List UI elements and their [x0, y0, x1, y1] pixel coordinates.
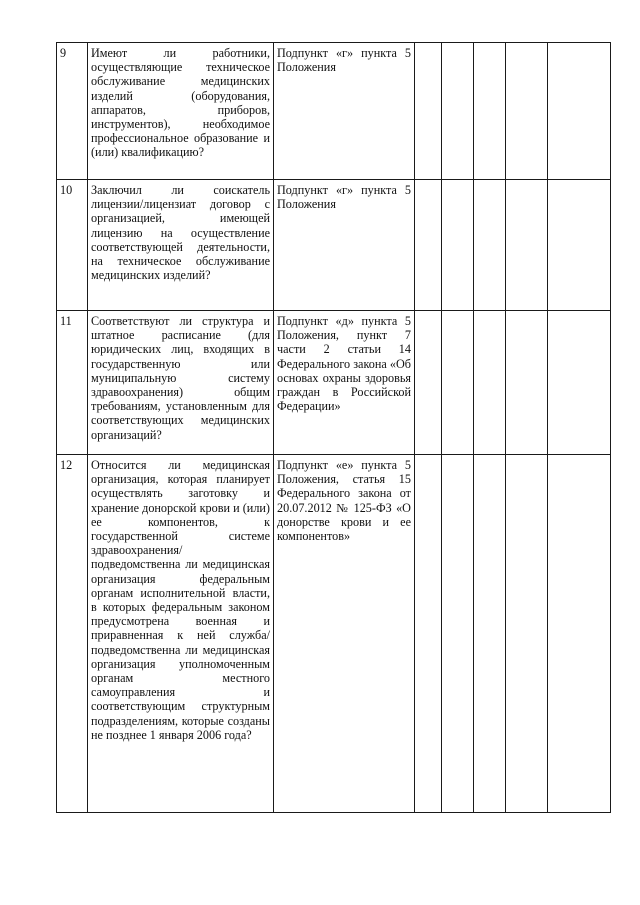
row-number: 10: [57, 180, 88, 311]
notes-cell: [548, 180, 611, 311]
question-cell: Заключил ли соискатель лицензии/лицензиат договор с организацией, имеющей лицензию на осуществление соответствующей деятельности, на техническое обслуживание медицинских изделий?: [88, 180, 274, 311]
notes-cell: [548, 455, 611, 813]
reference-cell: Подпункт «д» пункта 5 Положения, пункт 7 части 2 статьи 14 Федерального закона «Об основах охраны здоровья граждан в Российской Федерации»: [274, 311, 415, 455]
notes-cell: [548, 43, 611, 180]
answer-cell-na: [474, 180, 506, 311]
answer-cell-extra: [506, 455, 548, 813]
reference-cell: Подпункт «е» пункта 5 Положения, статья 15 Федерального закона от 20.07.2012 № 125-ФЗ «О донорстве крови и ее компонентов»: [274, 455, 415, 813]
answer-cell-yes: [415, 455, 442, 813]
answer-cell-extra: [506, 311, 548, 455]
answer-cell-no: [442, 43, 474, 180]
answer-cell-extra: [506, 180, 548, 311]
question-cell: Соответствуют ли структура и штатное расписание (для юридических лиц, входящих в государственную или муниципальную систему здравоохранения) общим требованиям, установленным для соответствующих медицинских организаций?: [88, 311, 274, 455]
answer-cell-no: [442, 311, 474, 455]
table-row: [57, 311, 611, 455]
answer-cell-na: [474, 311, 506, 455]
table-row: [57, 43, 611, 180]
notes-cell: [548, 311, 611, 455]
table-row: [57, 455, 611, 813]
answer-cell-yes: [415, 180, 442, 311]
answer-cell-na: [474, 455, 506, 813]
row-number: 9: [57, 43, 88, 180]
question-cell: Имеют ли работники, осуществляющие техническое обслуживание медицинских изделий (оборудования, аппаратов, приборов, инструментов), необходимое профессиональное образование и (или) квалификацию?: [88, 43, 274, 180]
answer-cell-no: [442, 180, 474, 311]
question-cell: Относится ли медицинская организация, которая планирует осуществлять заготовку и хранение донорской крови и (или) ее компонентов, к государственной системе здравоохранения/ подведомственна ли медицинская организация федеральным органам исполнительной власти, в которых федеральным законом предусмотрена военная и приравненная к ней служба/ подведомственна ли медицинская организация уполномоченным органам местного самоуправления и соответствующим структурным подразделениям, которые созданы не позднее 1 января 2006 года?: [88, 455, 274, 813]
answer-cell-no: [442, 455, 474, 813]
row-number: 11: [57, 311, 88, 455]
reference-cell: Подпункт «г» пункта 5 Положения: [274, 180, 415, 311]
answer-cell-extra: [506, 43, 548, 180]
answer-cell-na: [474, 43, 506, 180]
reference-cell: Подпункт «г» пункта 5 Положения: [274, 43, 415, 180]
table-row: [57, 180, 611, 311]
answer-cell-yes: [415, 311, 442, 455]
checklist-table: [56, 42, 611, 813]
row-number: 12: [57, 455, 88, 813]
answer-cell-yes: [415, 43, 442, 180]
